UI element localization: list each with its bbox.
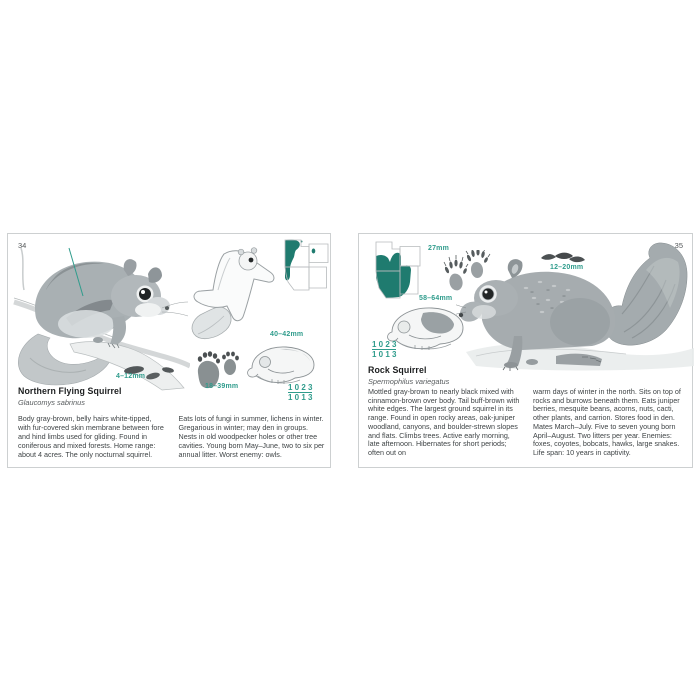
dental-upper-right: 1 0 2 3: [372, 340, 397, 349]
tracks-measurement-left: 18–39mm: [205, 383, 239, 390]
description-col1-right: Mottled gray-brown to nearly black mixed with cinnamon-brown over body. Tail buff-brown with white edges. The largest ground squirrel in its range. Found in open rocky areas, oak-juniper woodland, canyons, and boulder-strewn slopes and flats. Climbs trees. Active early morning, late afternoon. Hibernates for short periods; often out on: [368, 387, 520, 457]
page-number-right: 35: [674, 241, 683, 250]
skull-illustration-left: [244, 342, 322, 388]
description-col1-left: Body gray-brown, belly hairs white-tipped, with fur-covered skin membrane between fore and hind limbs used for gliding. Found in coniferous and mixed forests. Home range: about 4 acres. The only nocturnal squirrel.: [18, 414, 164, 459]
dental-formula-right: [372, 340, 396, 359]
page-northern-flying-squirrel: [7, 233, 331, 468]
description-col2-right: warm days of winter in the north. Sits on top of rocks and burrows beneath them. Eats juniper berries, mesquite beans, acorns, nuts, cacti, other plants, and carrion. Stores food in den. Mates March–July. Five to seven young born April–August. Two litters per year. Enemies: foxes, coyotes, bobcats, hawks, large snakes. Life span: 10 years in captivity.: [533, 387, 681, 457]
range-map-northern-flying-squirrel: [280, 238, 330, 294]
gliding-squirrel-illustration: [188, 246, 283, 341]
species-title-left: Northern Flying Squirrel: [18, 386, 122, 396]
scientific-name-right: Spermophilus variegatus: [368, 377, 450, 386]
dental-lower-right: 1 0 1 3: [372, 350, 397, 359]
description-columns-right: [368, 388, 687, 458]
description-columns-left: [18, 414, 325, 459]
scat-measurement-left: 4–12mm: [116, 373, 146, 380]
description-col2-left: Eats lots of fungi in summer, lichens in winter. Gregarious in winter; may den in groups. Nests in old woodpecker holes or other tree cavities. Young born May–June, two to six per annual litter. Worst enemy: owls.: [178, 414, 325, 459]
scientific-name-left: Glaucomys sabrinus: [18, 398, 85, 407]
dental-lower-left: 1 0 1 3: [288, 393, 313, 402]
rock-squirrel-illustration: [456, 240, 694, 372]
skull-illustration-right: [385, 302, 470, 354]
page-number-left: 34: [18, 241, 27, 250]
page-rock-squirrel: [358, 233, 693, 468]
range-map-rock-squirrel: [372, 240, 422, 304]
tracks-measurement-right: 27mm: [428, 245, 450, 252]
skull-measurement-left: 40–42mm: [270, 331, 304, 338]
dental-formula-left: [288, 383, 312, 402]
species-title-right: Rock Squirrel: [368, 365, 427, 375]
dental-upper-left: 1 0 2 3: [288, 383, 313, 392]
skull-measurement-right: 58–64mm: [419, 295, 453, 302]
scat-measurement-right: 12–20mm: [550, 264, 584, 271]
